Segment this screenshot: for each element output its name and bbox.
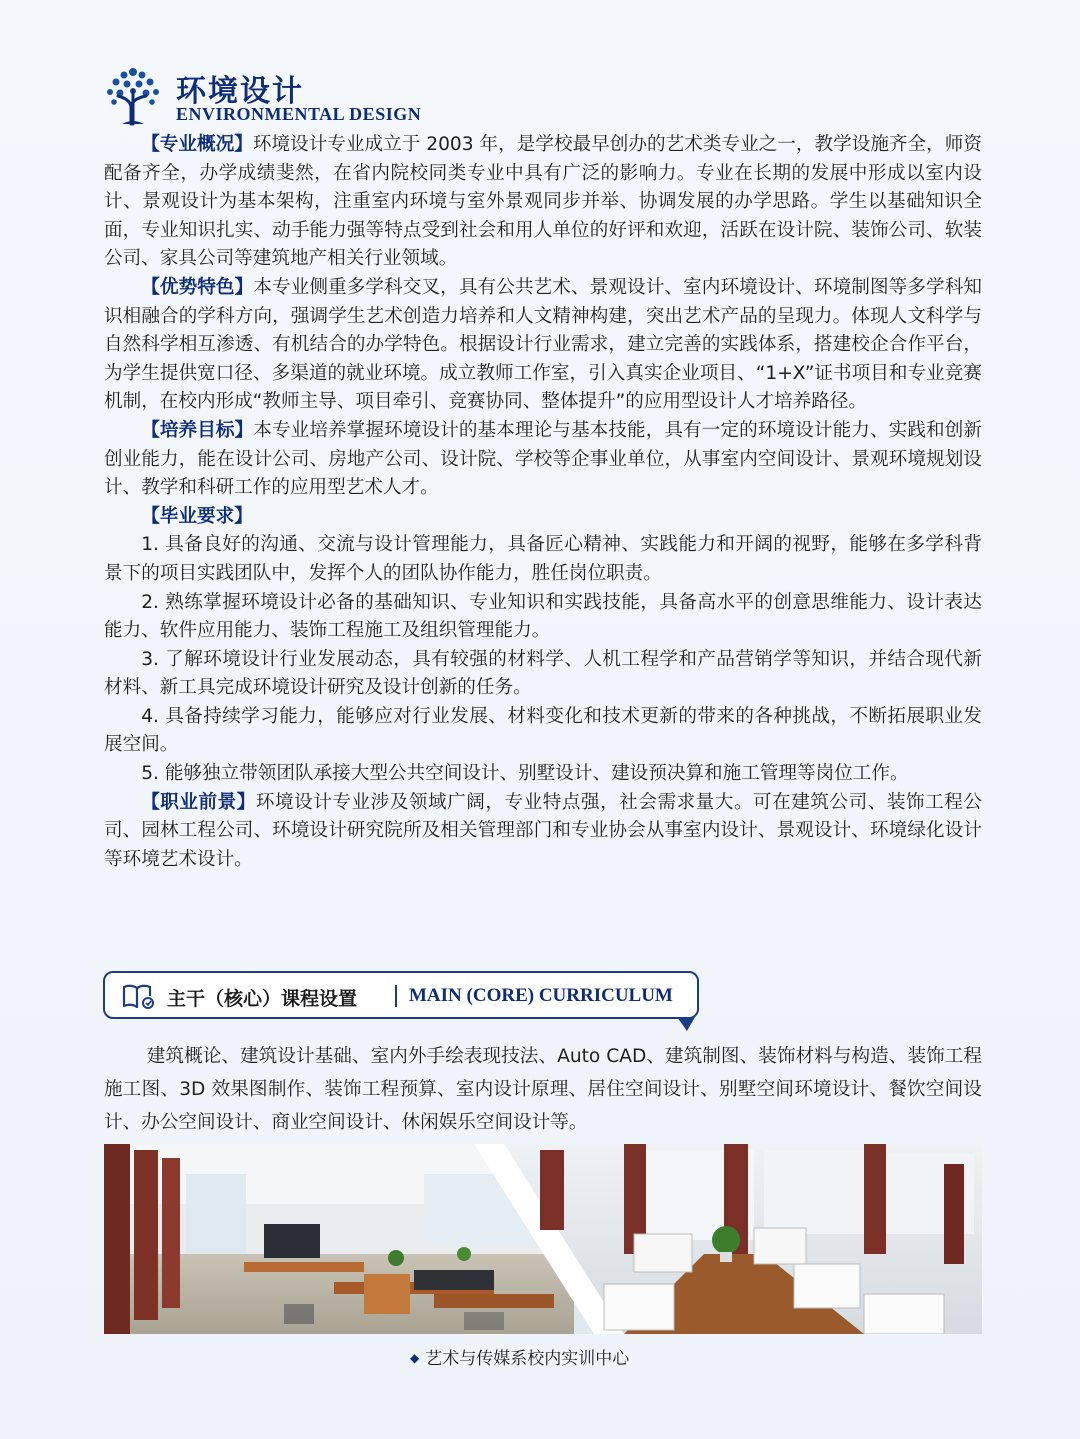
page-subtitle-en: ENVIRONMENTAL DESIGN	[176, 104, 422, 124]
section-career	[104, 789, 982, 875]
requirement-item: 2. 熟练掌握环境设计必备的基础知识、专业知识和实践技能，具备高水平的创意思维能力、设计表达能力、软件应用能力、装饰工程施工及组织管理能力。	[104, 591, 982, 642]
curriculum-title-cn: 主干（核心）课程设置	[167, 988, 358, 1010]
banner-box	[103, 971, 699, 1019]
book-icon	[121, 982, 155, 1010]
curriculum-title-en: MAIN (CORE) CURRICULUM	[409, 985, 673, 1006]
section-text: 本专业侧重多学科交叉，具有公共艺术、景观设计、室内环境设计、环境制图等多学科知识相融合的学科方向，强调学生艺术创造力培养和人文精神构建，突出艺术产品的呈现力。体现人文科学与自然科学相互渗透、有机结合的办学特色。根据设计行业需求，建立完善的实践体系，搭建校企合作平台，为学生提供宽口径、多渠道的就业环境。成立教师工作室，引入真实企业项目、“1+X”证书项目和专业竞赛机制，在校内形成“教师主导、项目牵引、竞赛协同、整体提升”的应用型设计人才培养路径。	[104, 276, 982, 413]
banner-divider	[395, 985, 397, 1007]
section-label: 【职业前景】	[141, 791, 256, 813]
section-label: 【培养目标】	[141, 419, 254, 441]
photo-caption	[410, 1344, 629, 1369]
curriculum-text: 建筑概论、建筑设计基础、室内外手绘表现技法、Auto CAD、建筑制图、装饰材料与构造、装饰工程施工图、3D 效果图制作、装饰工程预算、室内设计原理、居住空间设计、别墅空间环境设计、餐饮空间设计、办公空间设计、商业空间设计、休闲娱乐空间设计等。	[104, 1046, 982, 1133]
section-label: 【优势特色】	[141, 276, 254, 298]
page-title: 环境设计	[176, 74, 304, 109]
training-center-photo	[104, 1144, 982, 1334]
section-goals	[104, 417, 982, 503]
section-text: 本专业培养掌握环境设计的基本理论与基本技能，具有一定的环境设计能力、实践和创新创业能力，能在设计公司、房地产公司、设计院、学校等企事业单位，从事室内空间设计、景观环境规划设计、教学和科研工作的应用型艺术人才。	[104, 419, 982, 499]
curriculum-banner	[103, 971, 699, 1019]
classroom-illustration	[104, 1144, 982, 1334]
section-advantages	[104, 274, 982, 417]
section-label: 【专业概况】	[141, 134, 253, 155]
section-overview	[104, 131, 982, 274]
requirement-item: 4. 具备持续学习能力，能够应对行业发展、材料变化和技术更新的带来的各种挑战，不断拓展职业发展空间。	[104, 705, 982, 756]
main-content	[104, 131, 982, 874]
section-text: 环境设计专业涉及领域广阔，专业特点强，社会需求量大。可在建筑公司、装饰工程公司、园林工程公司、环境设计研究院所及相关管理部门和专业协会从事室内设计、景观设计、环境绿化设计等环境艺术设计。	[104, 791, 982, 870]
requirement-item: 5. 能够独立带领团队承接大型公共空间设计、别墅设计、建设预决算和施工管理等岗位工作。	[141, 763, 909, 785]
tree-icon	[104, 62, 162, 128]
requirement-item: 1. 具备良好的沟通、交流与设计管理能力，具备匠心精神、实践能力和开阔的视野，能够在多学科背景下的项目实践团队中，发挥个人的团队协作能力，胜任岗位职责。	[104, 534, 982, 584]
banner-tail	[677, 1017, 695, 1031]
caption-text: 艺术与传媒系校内实训中心	[425, 1349, 630, 1369]
section-label: 【毕业要求】	[141, 505, 253, 527]
caption-marker: ◆	[410, 1351, 420, 1365]
section-requirements-heading	[104, 503, 982, 532]
section-text: 环境设计专业成立于 2003 年，是学校最早创办的艺术类专业之一，教学设施齐全，师资配备齐全，办学成绩斐然，在省内院校同类专业中具有广泛的影响力。专业在长期的发展中形成以室内设计、景观设计为基本架构，注重室内环境与室外景观同步并举、协调发展的办学思路。学生以基础知识全面，专业知识扎实、动手能力强等特点受到社会和用人单位的好评和欢迎，活跃在设计院、装饰公司、软装公司、家具公司等建筑地产相关行业领域。	[104, 134, 982, 270]
page-header	[104, 58, 564, 130]
requirement-item: 3. 了解环境设计行业发展动态，具有较强的材料学、人机工程学和产品营销学等知识，并结合现代新材料、新工具完成环境设计研究及设计创新的任务。	[104, 648, 982, 699]
